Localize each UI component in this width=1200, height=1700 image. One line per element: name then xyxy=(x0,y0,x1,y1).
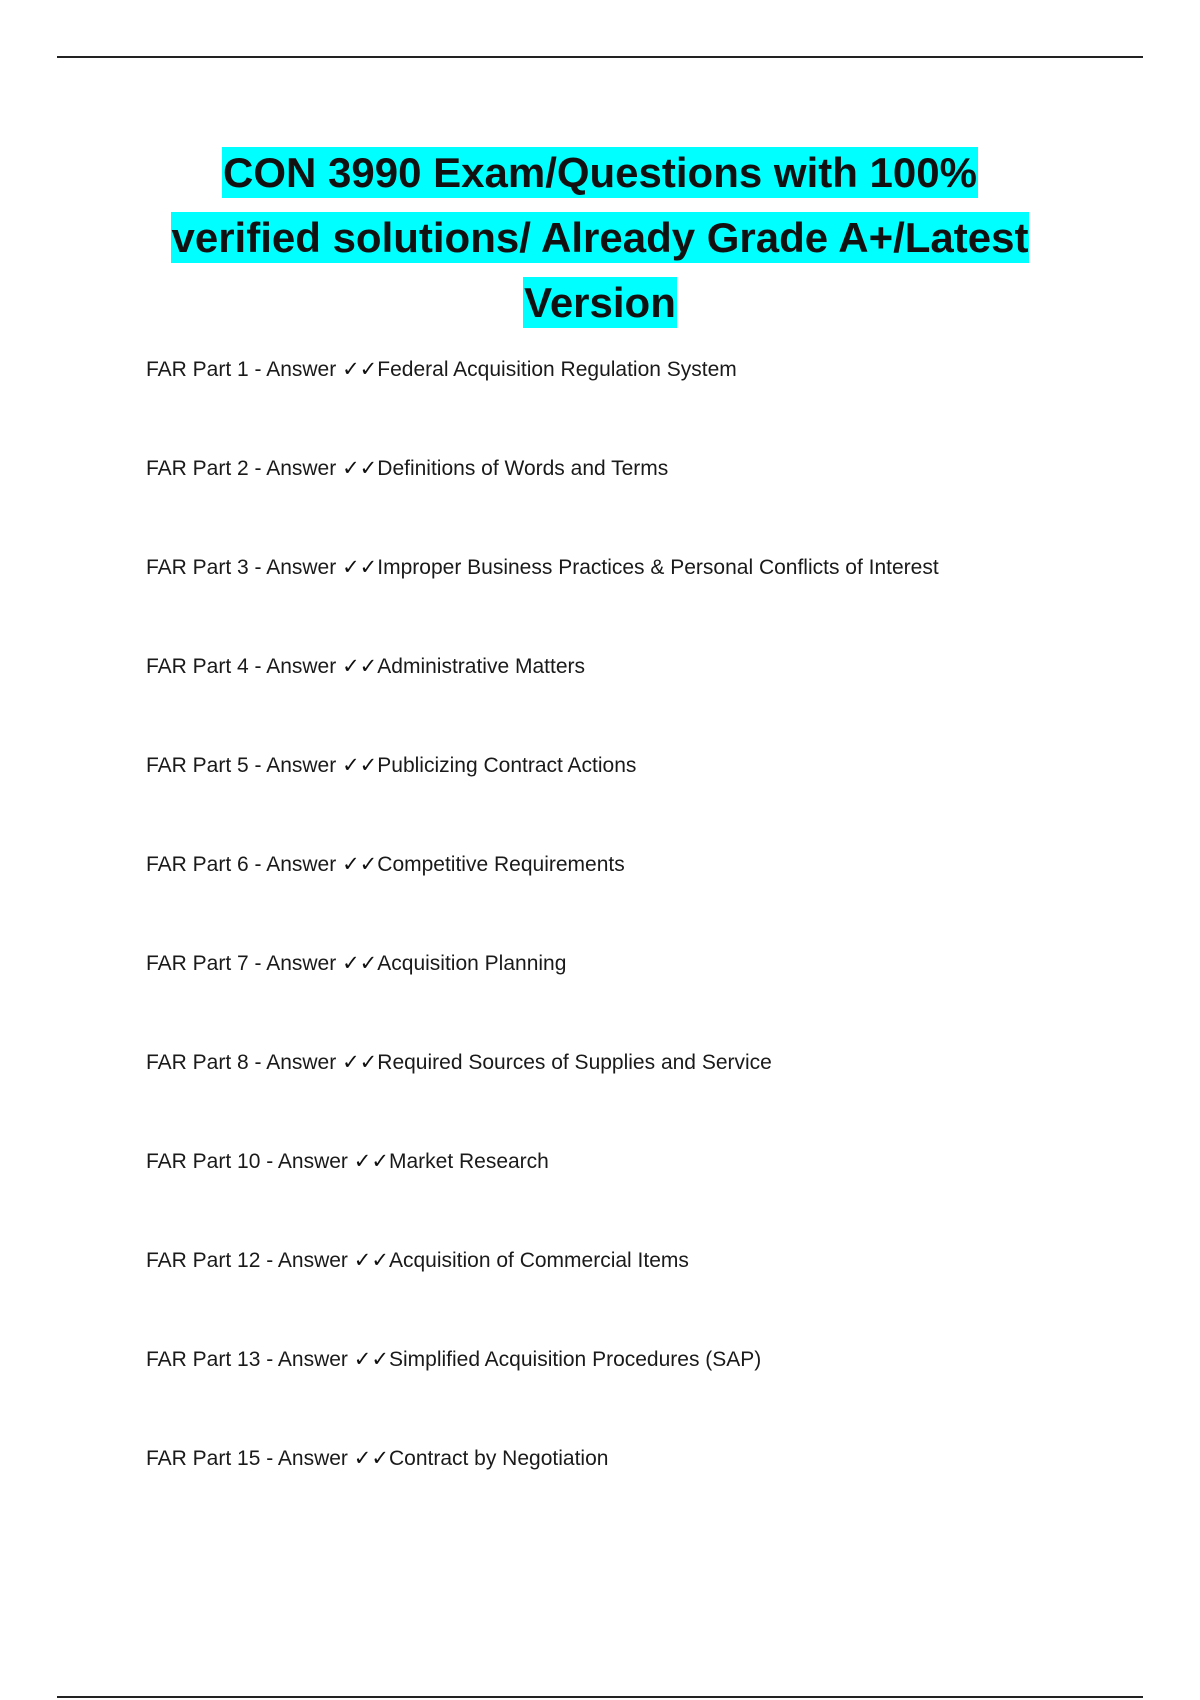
double-check-icon: ✓✓ xyxy=(342,852,378,876)
qa-item xyxy=(146,552,1106,651)
qa-item xyxy=(146,1443,1106,1542)
answer-separator: - Answer xyxy=(248,853,343,876)
title-line-3: Version xyxy=(524,279,676,326)
answer-separator: - Answer xyxy=(260,1249,354,1272)
question-text: FAR Part 4 xyxy=(146,655,249,678)
answer-separator: - Answer xyxy=(248,1051,343,1074)
question-text: FAR Part 15 xyxy=(146,1447,261,1470)
question-text: FAR Part 6 xyxy=(146,853,249,876)
header-rule xyxy=(57,56,1143,58)
qa-item xyxy=(146,849,1106,948)
answer-text: Acquisition of Commercial Items xyxy=(388,1249,689,1272)
answer-separator: - Answer xyxy=(248,358,343,381)
question-text: FAR Part 8 xyxy=(146,1051,249,1074)
answer-text: Administrative Matters xyxy=(377,655,586,678)
answer-text: Contract by Negotiation xyxy=(388,1447,609,1470)
double-check-icon: ✓✓ xyxy=(353,1446,389,1470)
qa-item xyxy=(146,1047,1106,1146)
answer-text: Improper Business Practices & Personal Conflicts of Interest xyxy=(377,556,939,579)
qa-item xyxy=(146,1245,1106,1344)
double-check-icon: ✓✓ xyxy=(342,456,378,480)
answer-text: Required Sources of Supplies and Service xyxy=(377,1051,772,1074)
question-text: FAR Part 13 xyxy=(146,1348,261,1371)
title-line-1: CON 3990 Exam/Questions with 100% xyxy=(223,149,977,196)
question-text: FAR Part 5 xyxy=(146,754,249,777)
qa-list xyxy=(146,354,1106,1542)
qa-item xyxy=(146,354,1106,453)
qa-item xyxy=(146,948,1106,1047)
double-check-icon: ✓✓ xyxy=(342,555,378,579)
question-text: FAR Part 2 xyxy=(146,457,249,480)
double-check-icon: ✓✓ xyxy=(342,951,378,975)
answer-separator: - Answer xyxy=(248,952,343,975)
double-check-icon: ✓✓ xyxy=(353,1347,389,1371)
answer-separator: - Answer xyxy=(248,556,343,579)
double-check-icon: ✓✓ xyxy=(342,357,378,381)
double-check-icon: ✓✓ xyxy=(342,753,378,777)
double-check-icon: ✓✓ xyxy=(342,1050,378,1074)
answer-text: Acquisition Planning xyxy=(377,952,567,975)
page-title xyxy=(100,140,1100,335)
answer-text: Publicizing Contract Actions xyxy=(377,754,637,777)
footer-rule xyxy=(57,1696,1143,1698)
qa-item xyxy=(146,453,1106,552)
question-text: FAR Part 7 xyxy=(146,952,249,975)
answer-text: Federal Acquisition Regulation System xyxy=(377,358,737,381)
answer-separator: - Answer xyxy=(248,754,343,777)
answer-separator: - Answer xyxy=(260,1150,354,1173)
qa-item xyxy=(146,750,1106,849)
answer-text: Market Research xyxy=(388,1150,549,1173)
answer-text: Competitive Requirements xyxy=(377,853,625,876)
answer-separator: - Answer xyxy=(260,1447,354,1470)
question-text: FAR Part 3 xyxy=(146,556,249,579)
double-check-icon: ✓✓ xyxy=(342,654,378,678)
qa-item xyxy=(146,651,1106,750)
answer-separator: - Answer xyxy=(260,1348,354,1371)
qa-item xyxy=(146,1146,1106,1245)
question-text: FAR Part 10 xyxy=(146,1150,261,1173)
answer-text: Definitions of Words and Terms xyxy=(377,457,669,480)
answer-text: Simplified Acquisition Procedures (SAP) xyxy=(388,1348,762,1371)
answer-separator: - Answer xyxy=(248,655,343,678)
qa-item xyxy=(146,1344,1106,1443)
double-check-icon: ✓✓ xyxy=(353,1149,389,1173)
question-text: FAR Part 1 xyxy=(146,358,249,381)
question-text: FAR Part 12 xyxy=(146,1249,261,1272)
double-check-icon: ✓✓ xyxy=(353,1248,389,1272)
answer-separator: - Answer xyxy=(248,457,343,480)
title-line-2: verified solutions/ Already Grade A+/Latest xyxy=(171,214,1029,261)
